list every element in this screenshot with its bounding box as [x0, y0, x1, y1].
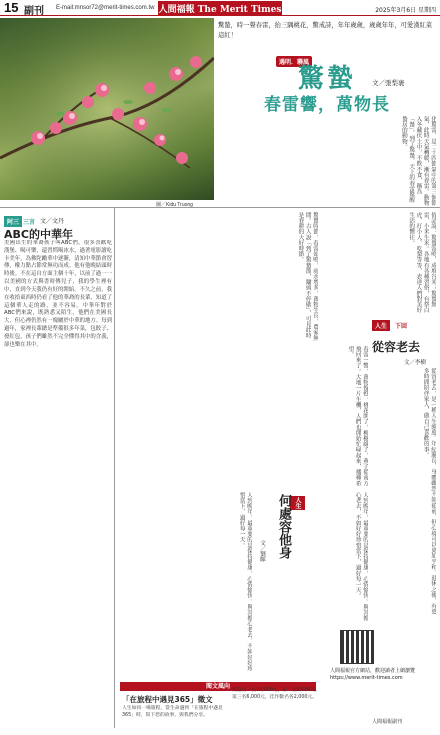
lead-tag: 遇明．聯風	[276, 56, 312, 67]
mid-body-2: 人到晚年，最重要的是保持健康，心情愉快。與其擔心老去，不如好好珍惜當下，過好每一天。	[354, 492, 368, 621]
book-banner: 閱文風向	[120, 682, 316, 691]
lead-body-3: 俗話說：驚蟄雷鳴，成堆谷米；驚蟄無雷，小米生米。各地有各種習俗，有祭白虎、打小人、吃梨等等，表達人們對美好生活的嚮往。	[408, 212, 436, 313]
photo-credit: 圖／Kidu Truong	[156, 202, 193, 208]
book-prize: 獎金第一名10,000元，第二名8,000元，第三名6,000元，佳作數名各2,000元。	[232, 688, 321, 700]
horizontal-divider	[0, 207, 440, 208]
right-tag: 人生	[372, 320, 390, 331]
newspaper-logo: 人間福報 The Merit Times	[158, 1, 282, 15]
mid-tag: 人生	[290, 496, 305, 510]
footnote: 人間福報副刊	[372, 719, 403, 725]
page-header	[0, 0, 440, 16]
right-title: 從容老去	[372, 340, 421, 354]
mid-author: 文／劉暉	[259, 540, 265, 562]
vertical-divider	[114, 208, 115, 728]
left-tag: 阿三	[4, 216, 22, 227]
book-title: 「在旅程中遇見365」徵文	[122, 695, 213, 704]
lead-body-1: 化驚雷，是二十四節氣中的第三個節氣，此時天氣轉暖，漸有春雷。動物入冬藏伏土中，不飲不食，稱為「蟄」，到了驚蟄，天上的春雷驚醒蟄居的動物。	[400, 116, 436, 206]
blossom-illustration	[0, 18, 214, 200]
lead-author: 文／張梨裹	[372, 79, 405, 87]
lead-title: 驚蟄	[297, 64, 356, 94]
left-tag-suffix: 三言	[23, 219, 36, 226]
left-body: 美國出生的華裔孩子叫ABC們，很多喜歡吃漢堡、喝可樂，還習慣喝冰水，過著電影讀吃卡美年，為佛陀勵華中逐漸，清知中華節會習傳，權力點占節常無功而成。他有他晚結頭時時後。不在這自方面主個十年，以前了過一一以美國的方式與書時傳兒子，我的學生裡有中，直到今天我仍有好的開始。不久之前，我在收拾東西時仍看了他的華裔的長輩，知道了這個華人走的路，並不容易。中華年對於ABC們來說，既熟悉又陌生，他們在美國長大，但心裡仍然有一塊屬於中華的地方。每到過年，家裡長輩總是準備很多年菜，包餃子、發紅包，孩子們雖然不完全懂得其中的含義，卻也樂在其中。	[4, 240, 112, 348]
issue-date: 2025年3月6日 星期四	[375, 7, 436, 14]
qr-caption: 人間福報官方網站，歡迎讀者上網瀏覽 https://www.merit-times.com	[330, 668, 416, 681]
page-number: 15	[4, 0, 19, 15]
mid-body: 人到晚年，最重要的是保持健康，心情愉快。與其擔心老去，不如好好珍惜當下，過好每一天。	[238, 492, 252, 672]
lead-body-4: 春雷一響，萬物復甦。桃花開了，柳樹綠了，燕子從南方飛回來了。大地一片生機，人們也開始忙碌起來，播種希望。	[347, 346, 368, 486]
book-text: 人生如同一場旅程，當生命遇到「在旅程中遇見365」時，寫下您的故事，與我們分享。	[122, 706, 223, 718]
lead-intro: 驚蟄，時一聲春雷，抬三隅桃花，驚戒詩，年年歲歲，歲歲年年，可愛漢紅菜這紅！	[218, 22, 433, 39]
section-name: 副刊	[24, 6, 44, 17]
lead-body-2: 驚蟄時節，春雷始鳴，雨水增多，萬物生長，農家無閒。古人說「到了驚蟄節，鋤頭不停歇」，可見此時是春耕的大好時節。	[297, 212, 318, 341]
mid-title: 何處容他身	[276, 494, 291, 559]
right-tag-suffix: 下回	[395, 323, 408, 330]
right-body: 從容老去，是一種人生態度。年紀漸長，身體雖然不如從前，但心境可以更加平和。退休之後，有更多時間陪伴家人，做自己喜歡的事。	[422, 368, 436, 615]
right-author: 文／李樹	[404, 360, 427, 366]
email: E-mail:mnsor72@merit-times.com.tw	[56, 5, 155, 11]
left-author: 文／文丹	[40, 218, 65, 225]
left-title: ABC的中華年	[4, 228, 73, 241]
lead-subtitle: 春雷響，萬物長	[264, 95, 390, 115]
qr-code[interactable]	[340, 630, 374, 664]
peach-blossom-photo	[0, 18, 214, 200]
